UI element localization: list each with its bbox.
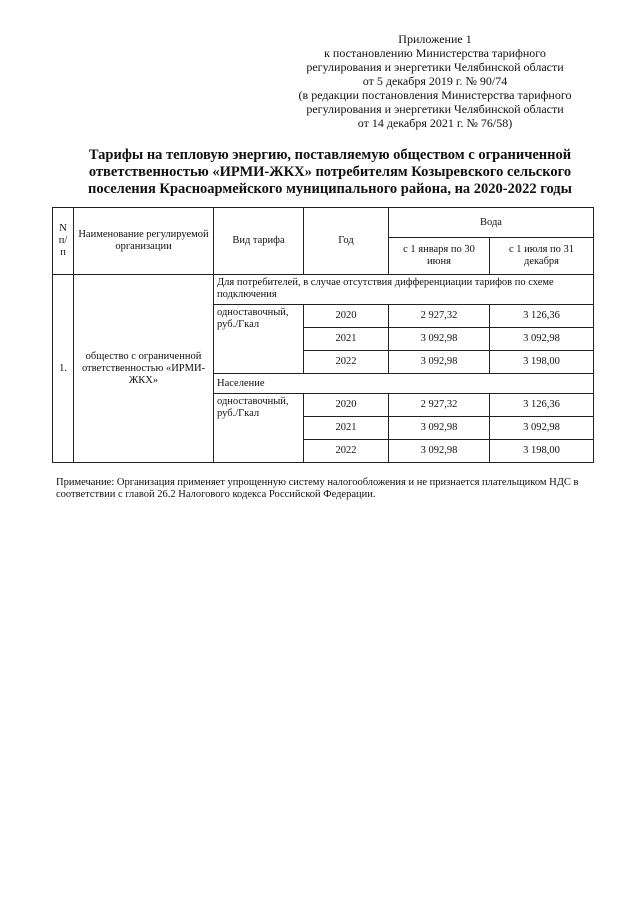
footnote: Примечание: Организация применяет упрощенную систему налогообложения и не признается плательщиком НДС в соответствии с главой 26.2 Налогового кодекса Российской Федерации. — [56, 477, 579, 500]
year-cell: 2022 — [304, 440, 389, 463]
header-year: Год — [304, 208, 389, 275]
header-period-1: с 1 января по 30 июня — [389, 238, 490, 275]
year-cell: 2021 — [304, 417, 389, 440]
title-line: Тарифы на тепловую энергию, поставляемую обществом с ограниченной — [88, 147, 572, 163]
section-label: Для потребителей, в случае отсутствия дифференциации тарифов по схеме подключения — [214, 275, 594, 305]
header-period-2: с 1 июля по 31 декабря — [490, 238, 594, 275]
header-num: N п/п — [53, 208, 74, 275]
document-title — [40, 147, 620, 198]
value-cell: 3 092,98 — [389, 417, 490, 440]
value-cell: 3 198,00 — [490, 440, 594, 463]
appendix-line: Приложение 1 — [398, 32, 472, 46]
appendix-line: регулирования и энергетики Челябинской области — [306, 60, 564, 74]
year-cell: 2020 — [304, 305, 389, 328]
value-cell: 3 092,98 — [389, 440, 490, 463]
table-row — [53, 275, 594, 305]
value-cell: 3 126,36 — [490, 394, 594, 417]
value-cell: 3 092,98 — [389, 328, 490, 351]
value-cell: 3 092,98 — [490, 417, 594, 440]
header-tariff-type: Вид тарифа — [214, 208, 304, 275]
year-cell: 2022 — [304, 351, 389, 374]
section-label: Население — [214, 374, 594, 394]
appendix-line: от 5 декабря 2019 г. № 90/74 — [362, 74, 508, 88]
tariff-type-cell: одноставочный, руб./Гкал — [214, 394, 304, 463]
appendix-line: к постановлению Министерства тарифного — [324, 46, 546, 60]
year-cell: 2021 — [304, 328, 389, 351]
value-cell: 3 092,98 — [389, 351, 490, 374]
value-cell: 3 198,00 — [490, 351, 594, 374]
appendix-line: (в редакции постановления Министерства тарифного — [298, 88, 572, 102]
value-cell: 2 927,32 — [389, 394, 490, 417]
title-line: ответственностью «ИРМИ-ЖКХ» потребителям Козыревского сельского — [88, 164, 572, 180]
value-cell: 3 092,98 — [490, 328, 594, 351]
header-group-water: Вода — [389, 208, 594, 238]
tariff-table — [52, 207, 594, 463]
title-line: поселения Красноармейского муниципального района, на 2020-2022 годы — [88, 181, 572, 197]
appendix-line: от 14 декабря 2021 г. № 76/58) — [357, 116, 513, 130]
year-cell: 2020 — [304, 394, 389, 417]
header-org: Наименование регулируемой организации — [74, 208, 214, 275]
org-name: общество с ограниченной ответственностью «ИРМИ-ЖКХ» — [74, 275, 214, 463]
value-cell: 2 927,32 — [389, 305, 490, 328]
appendix-line: регулирования и энергетики Челябинской области — [306, 102, 564, 116]
appendix-header — [270, 32, 600, 130]
tariff-type-cell: одноставочный, руб./Гкал — [214, 305, 304, 374]
value-cell: 3 126,36 — [490, 305, 594, 328]
row-number: 1. — [53, 275, 74, 463]
